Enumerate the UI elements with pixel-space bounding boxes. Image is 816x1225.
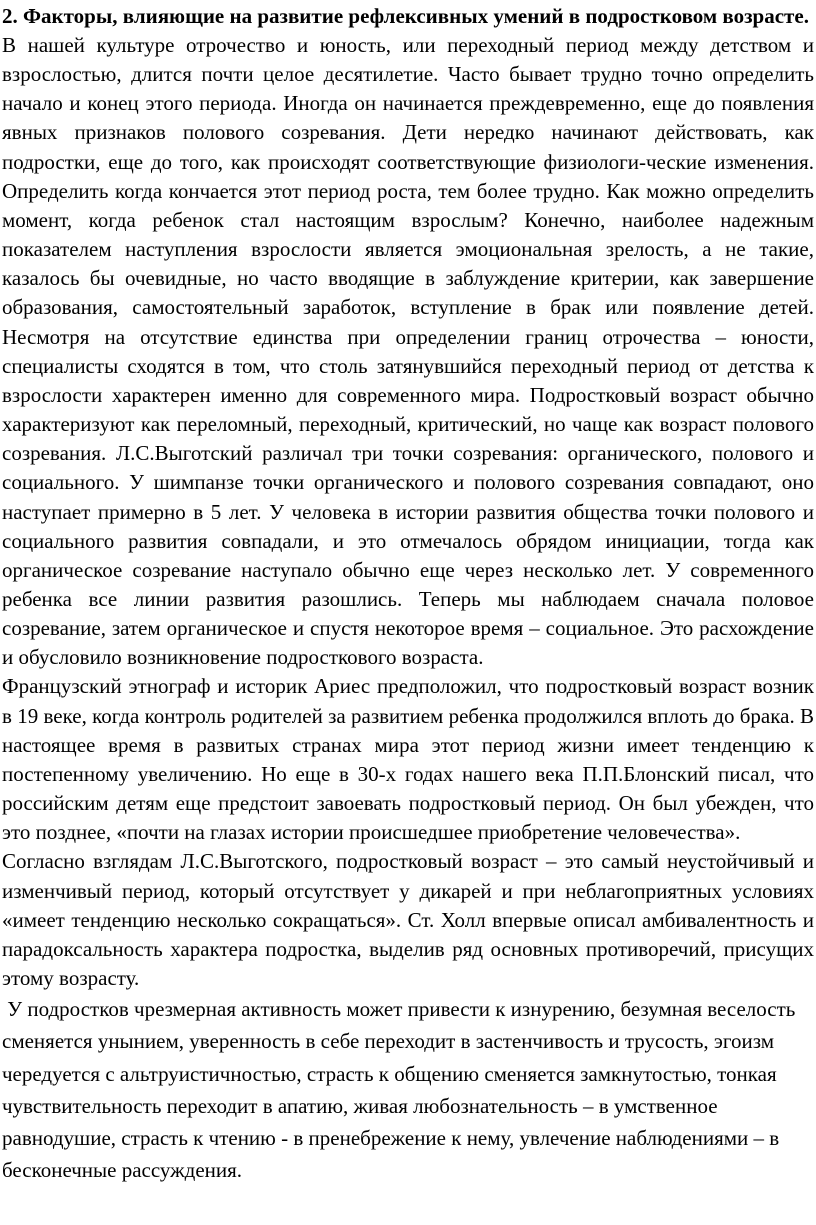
paragraph-contradictions: У подростков чрезмерная активность может привести к изнурению, безумная веселость сменяется унынием, уверенность в себе переходит в застенчивость и трусость, эгоизм чередуется с альтруистичностью, страсть к общению сменяется замкнутостью, тонкая чувствительность переходит в апатию, живая любознательность – в умственное равнодушие, страсть к чтению - в пренебрежение к нему, увлечение наблюдениями – в бесконечные рассуждения. [2,997,801,1183]
paragraph-adolescence-period: В нашей культуре отрочество и юность, или переходный период между детством и взрослостью, длится почти целое десятилетие. Часто бывает трудно точно определить начало и конец этого периода. Иногда он начинается преждевременно, еще до появления явных признаков полового созревания. Дети нередко начинают действовать, как подростки, еще до того, как происходят соответствующие физиологи-ческие изменения. Определить когда кончается этот период роста, тем более трудно. Как можно определить момент, когда ребенок стал настоящим взрослым? Конечно, наиболее надежным показателем наступления взрослости является эмоциональная зрелость, а не такие, казалось бы очевидные, но часто вводящие в заблуждение критерии, как завершение образования, самостоятельный заработок, вступление в брак или появление детей. Несмотря на отсутствие единства при определении границ отрочества – юности, специалисты сходятся в том, что столь затянувшийся переходный период от детства к взрослости характерен именно для современного мира. Подростковый возраст обычно характеризуют как переломный, переходный, критический, но чаще как возраст полового созревания. Л.С.Выготский различал три точки созревания: органического, полового и социального. У шимпанзе точки органического и полового созревания совпадают, оно наступает примерно в 5 лет. У человека в истории развития общества точки полового и социального развития совпадали, и это отмечалось обрядом инициации, тогда как органическое созревание наступало обычно еще через несколько лет. У современного ребенка все линии развития разошлись. Теперь мы наблюдаем сначала половое созревание, затем органическое и спустя некоторое время – социальное. Это расхождение и обусловило возникновение подросткового возраста. [2,33,814,670]
paragraph-vygotsky-hall: Согласно взглядам Л.С.Выготского, подростковый возраст – это самый неустойчивый и изменчивый период, который отсутствует у дикарей и при неблагоприятных условиях «имеет тенденцию несколько сокращаться». Ст. Холл впервые описал амбивалентность и парадоксальность характера подростка, выделив ряд основных противоречий, присущих этому возрасту. [2,849,814,990]
paragraph-aries-theory: Французский этнограф и историк Ариес предположил, что подростковый возраст возник в 19 веке, когда контроль родителей за развитием ребенка продолжился вплоть до брака. В настоящее время в развитых странах мира этот период жизни имеет тенденцию к постепенному увеличению. Но еще в 30-х годах нашего века П.П.Блонский писал, что российским детям еще предстоит завоевать подростковый период. Он был убежден, что это позднее, «почти на глазах истории происшедшее приобретение человечества». [2,674,814,845]
section-heading: 2. Факторы, влияющие на развитие рефлексивных умений в подростковом возрасте. [2,4,809,28]
